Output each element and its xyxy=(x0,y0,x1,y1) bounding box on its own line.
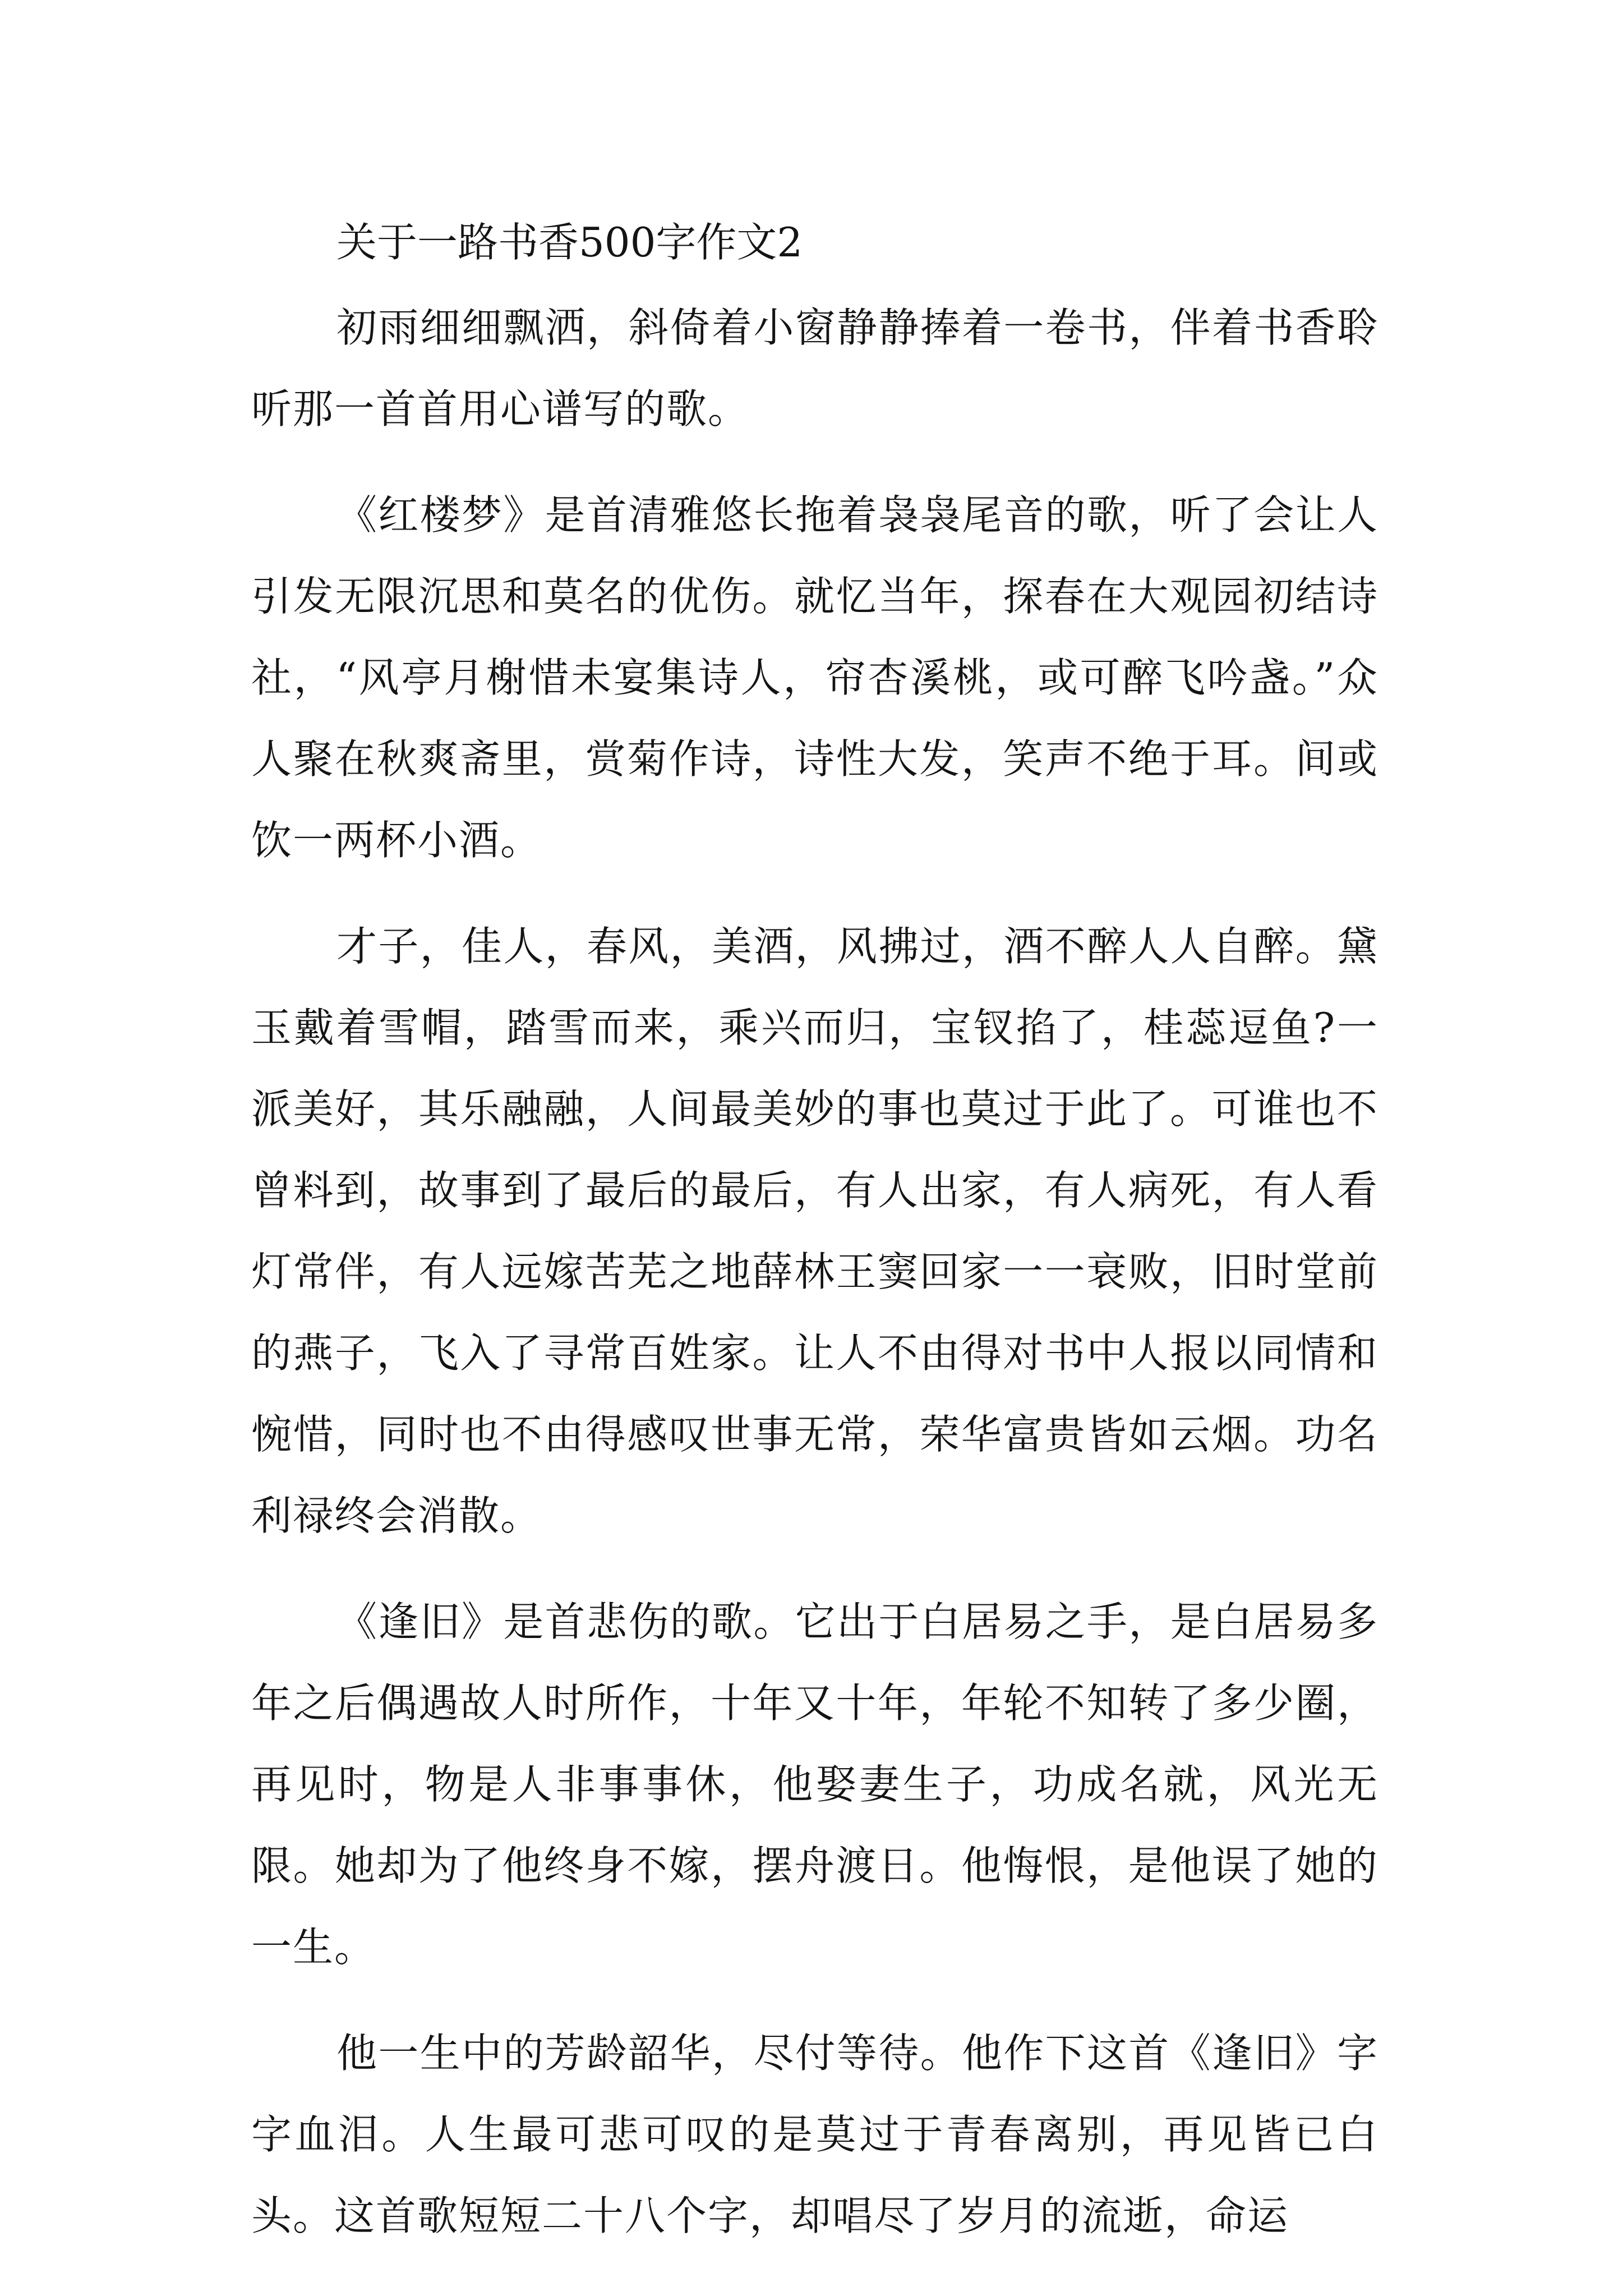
paragraph-1: 初雨细细飘洒，斜倚着小窗静静捧着一卷书，伴着书香聆听那一首首用心谱写的歌。 xyxy=(251,304,1378,432)
document-title: 关于一路书香500字作文2 xyxy=(336,219,803,266)
paragraph-2: 《红楼梦》是首清雅悠长拖着袅袅尾音的歌，听了会让人引发无限沉思和莫名的优伤。就忆当年，探春在大观园初结诗社，“风亭月榭惜未宴集诗人，帘杏溪桃，或可醉飞吟盏。”众人聚在秋爽斋里，赏菊作诗，诗性大发，笑声不绝于耳。间或饮一两杯小酒。 xyxy=(251,491,1378,864)
document-body xyxy=(251,214,1378,2257)
paragraph-5: 他一生中的芳龄韶华，尽付等待。他作下这首《逢旧》字字血泪。人生最可悲可叹的是莫过于青春离别，再见皆已白头。这首歌短短二十八个字，却唱尽了岁月的流逝，命运 xyxy=(251,2030,1378,2239)
paragraph-4: 《逢旧》是首悲伤的歌。它出于白居易之手，是白居易多年之后偶遇故人时所作，十年又十年，年轮不知转了多少圈，再见时，物是人非事事休，他娶妻生子，功成名就，风光无限。她却为了他终身不嫁，摆舟渡日。他悔恨，是他误了她的一生。 xyxy=(251,1598,1378,1971)
paragraph-3: 才子，佳人，春风，美酒，风拂过，酒不醉人人自醉。黛玉戴着雪帽，踏雪而来，乘兴而归，宝钗掐了，桂蕊逗鱼?一派美好，其乐融融，人间最美妙的事也莫过于此了。可谁也不曾料到，故事到了最后的最后，有人出家，有人病死，有人看灯常伴，有人远嫁苦芜之地薛林王窦回家一一衰败，旧时堂前的燕子，飞入了寻常百姓家。让人不由得对书中人报以同情和惋惜，同时也不由得感叹世事无常，荣华富贵皆如云烟。功名利禄终会消散。 xyxy=(251,923,1378,1539)
